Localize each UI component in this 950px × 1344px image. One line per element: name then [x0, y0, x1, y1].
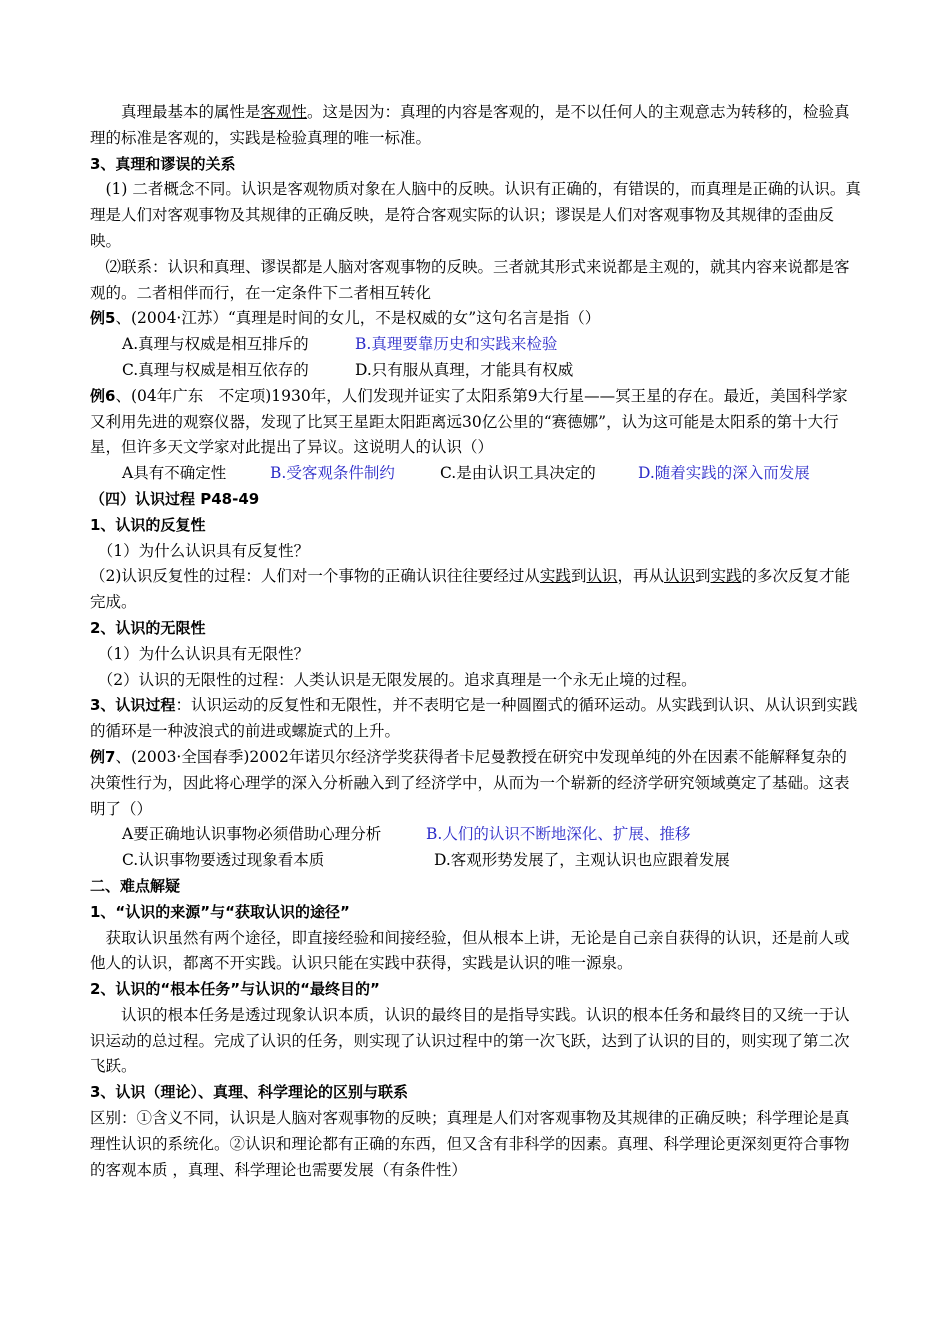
option-b-answer: B.受客观条件制约: [270, 464, 395, 483]
option-c: C.真理与权威是相互依存的: [122, 360, 309, 379]
heading-source: 1、“认识的来源”与“获取认识的途径”: [90, 902, 350, 921]
example-5: 例5、(2004·江苏）“真理是时间的女儿，不是权威的女”这句名言是指（）: [90, 309, 601, 328]
option-c: C.是由认识工具决定的: [440, 464, 596, 483]
option-a: A要正确地认识事物必须借助心理分析: [122, 825, 382, 844]
option-a: A具有不确定性: [122, 464, 227, 483]
paragraph-theory: 区别：①含义不同，认识是人脑对客观事物的反映；真理是人们对客观事物及其规律的正确反映；科学理论是真理性认识的系统化。②认识和理论都有正确的东西，但又含有非科学的因素。真理、科学理论更深刻更符合事物的客观本质 ，真理、科学理论也需要发展（有条件性）: [90, 1109, 850, 1179]
heading-infinity: 2、认识的无限性: [90, 618, 206, 637]
section-heading-difficulties: 二、难点解疑: [90, 876, 181, 895]
paragraph-objectivity: 真理最基本的属性是客观性。这是因为：真理的内容是客观的，是不以任何人的主观意志为转移的，检验真理的标准是客观的，实践是检验真理的唯一标准。: [90, 103, 850, 147]
options-row: [90, 822, 862, 848]
option-c: C.认识事物要透过现象看本质: [122, 851, 325, 870]
heading-truth-error: 3、真理和谬误的关系: [90, 154, 236, 173]
option-d: D.只有服从真理，才能具有权威: [355, 360, 574, 379]
paragraph-concept: (1) 二者概念不同。认识是客观物质对象在人脑中的反映。认识有正确的，有错误的，而真理是正确的认识。真理是人们对客观事物及其规律的正确反映，是符合客观实际的认识；谬误是人们对客观事物及其规律的歪曲反映。: [90, 180, 861, 250]
document-page: [90, 100, 862, 1183]
underlined-term: 客观性: [260, 103, 308, 121]
question-3: （1）为什么认识具有无限性？: [97, 644, 310, 663]
options-row: [90, 461, 862, 487]
options-row: [90, 358, 862, 384]
example-7: 例7、(2003·全国春季)2002年诺贝尔经济学奖获得者卡尼曼教授在研究中发现单纯的外在因素不能解释复杂的决策性行为，因此将心理学的深入分析融入到了经济学中，从而为一个崭新的经济学研究领域奠定了基础。这表明了（）: [90, 747, 850, 818]
options-row: [90, 848, 862, 874]
option-a: A.真理与权威是相互排斥的: [122, 335, 309, 354]
heading-theory: 3、认识（理论）、真理、科学理论的区别与联系: [90, 1083, 408, 1102]
paragraph-relation: ⑵联系：认识和真理、谬误都是人脑对客观事物的反映。三者就其形式来说都是主观的，就其内容来说都是客观的。二者相伴而行，在一定条件下二者相互转化: [90, 257, 850, 302]
heading-repetition: 1、认识的反复性: [90, 515, 206, 534]
question-1: （1）为什么认识具有反复性？: [97, 541, 310, 560]
option-b-answer: B.人们的认识不断地深化、扩展、推移: [426, 825, 691, 844]
heading-task-purpose: 2、认识的“根本任务”与认识的“最终目的”: [90, 980, 380, 999]
example-6: 例6、(04年广东 不定项)1930年，人们发现并证实了太阳系第9大行星——冥王星的存在。最近，美国科学家又利用先进的观察仪器，发现了比冥王星距太阳距离远30亿公里的“赛德娜”，认为这可能是太阳系的第十大行星，但许多天文学家对此提出了异议。这说明人的认识（）: [90, 386, 848, 457]
paragraph-cognition-process: 3、认识过程：认识运动的反复性和无限性，并不表明它是一种圆圈式的循环运动。从实践到认识、从认识到实践的循环是一种波浪式的前进或螺旋式的上升。: [90, 696, 858, 741]
option-d-answer: D.随着实践的深入而发展: [638, 464, 810, 483]
section-heading-process: （四）认识过程 P48-49: [90, 489, 260, 508]
question-2: （2)认识反复性的过程：人们对一个事物的正确认识往往要经过从实践到认识，再从认识到实践的多次反复才能完成。: [90, 567, 851, 612]
paragraph-source: 获取认识虽然有两个途径，即直接经验和间接经验，但从根本上讲，无论是自己亲自获得的认识，还是前人或他人的认识，都离不开实践。认识只能在实践中获得，实践是认识的唯一源泉。: [90, 928, 850, 973]
paragraph-task-purpose: 认识的根本任务是透过现象认识本质，认识的最终目的是指导实践。认识的根本任务和最终目的又统一于认识运动的总过程。完成了认识的任务，则实现了认识过程中的第一次飞跃，达到了认识的目的，则实现了第二次飞跃。: [90, 1005, 850, 1076]
question-4: （2）认识的无限性的过程：人类认识是无限发展的。追求真理是一个永无止境的过程。: [97, 670, 697, 689]
option-d: D.客观形势发展了，主观认识也应跟着发展: [434, 851, 730, 870]
option-b-answer: B.真理要靠历史和实践来检验: [355, 335, 558, 354]
options-row: [90, 332, 862, 358]
